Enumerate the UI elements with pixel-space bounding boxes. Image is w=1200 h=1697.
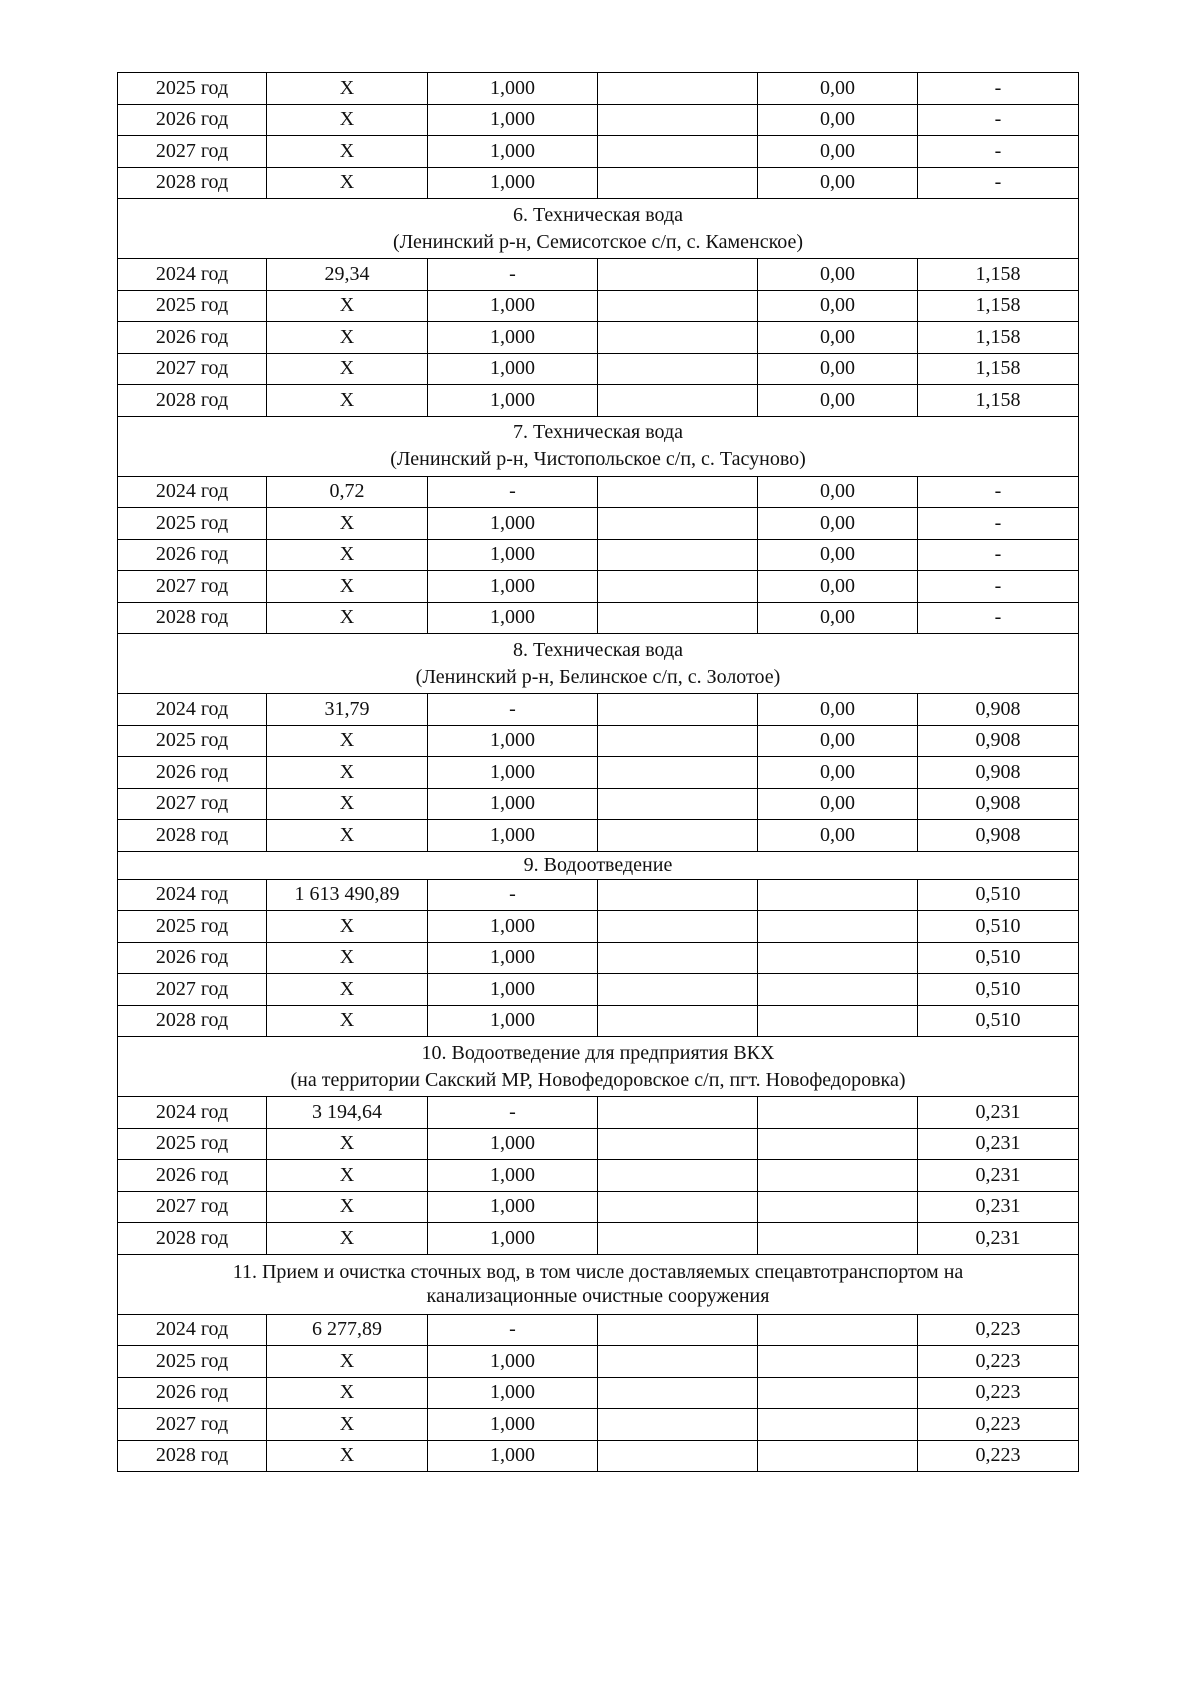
table-row: [118, 508, 1079, 540]
index-cell: 1,000: [428, 104, 598, 136]
empty-cell: [598, 571, 758, 603]
value-cell: 0,00: [758, 385, 918, 417]
empty-cell: [598, 1128, 758, 1160]
empty-cell: [598, 259, 758, 291]
index-cell: 1,000: [428, 942, 598, 974]
empty-cell: [598, 136, 758, 168]
section-title: [118, 199, 1079, 259]
section-title: [118, 851, 1079, 879]
empty-cell: [598, 757, 758, 789]
empty-cell: [598, 1191, 758, 1223]
base-value-cell: Х: [267, 539, 428, 571]
value-cell: [758, 1160, 918, 1192]
coefficient-cell: 0,510: [918, 911, 1079, 943]
coefficient-cell: 0,231: [918, 1160, 1079, 1192]
empty-cell: [598, 1005, 758, 1037]
year-cell: 2026 год: [118, 942, 267, 974]
index-cell: 1,000: [428, 602, 598, 634]
year-cell: 2026 год: [118, 1160, 267, 1192]
section-title: [118, 416, 1079, 476]
year-cell: 2028 год: [118, 1005, 267, 1037]
coefficient-cell: 1,158: [918, 259, 1079, 291]
section-header-row: [118, 634, 1079, 694]
table-row: [118, 322, 1079, 354]
index-cell: 1,000: [428, 911, 598, 943]
section-title-line: 10. Водоотведение для предприятия ВКХ: [421, 1041, 775, 1064]
value-cell: [758, 1223, 918, 1255]
tariff-table-body: [118, 73, 1079, 1472]
year-cell: 2027 год: [118, 571, 267, 603]
base-value-cell: Х: [267, 571, 428, 603]
table-row: [118, 1409, 1079, 1441]
index-cell: 1,000: [428, 757, 598, 789]
section-header-row: [118, 416, 1079, 476]
value-cell: [758, 1128, 918, 1160]
empty-cell: [598, 788, 758, 820]
coefficient-cell: 0,908: [918, 757, 1079, 789]
base-value-cell: Х: [267, 1128, 428, 1160]
table-row: [118, 1346, 1079, 1378]
table-row: [118, 820, 1079, 852]
table-row: [118, 788, 1079, 820]
base-value-cell: 29,34: [267, 259, 428, 291]
table-row: [118, 1097, 1079, 1129]
index-cell: 1,000: [428, 571, 598, 603]
section-title: [118, 1037, 1079, 1097]
value-cell: [758, 879, 918, 911]
empty-cell: [598, 1223, 758, 1255]
value-cell: [758, 974, 918, 1006]
empty-cell: [598, 1377, 758, 1409]
empty-cell: [598, 974, 758, 1006]
section-title-line: 7. Техническая вода: [512, 421, 684, 443]
index-cell: 1,000: [428, 73, 598, 105]
coefficient-cell: 0,223: [918, 1377, 1079, 1409]
coefficient-cell: -: [918, 602, 1079, 634]
table-row: [118, 1223, 1079, 1255]
year-cell: 2026 год: [118, 539, 267, 571]
index-cell: 1,000: [428, 385, 598, 417]
empty-cell: [598, 1097, 758, 1129]
value-cell: 0,00: [758, 476, 918, 508]
index-cell: 1,000: [428, 1005, 598, 1037]
value-cell: 0,00: [758, 353, 918, 385]
year-cell: 2025 год: [118, 73, 267, 105]
table-row: [118, 602, 1079, 634]
base-value-cell: Х: [267, 974, 428, 1006]
table-row: [118, 353, 1079, 385]
index-cell: 1,000: [428, 1128, 598, 1160]
index-cell: 1,000: [428, 1346, 598, 1378]
index-cell: 1,000: [428, 1409, 598, 1441]
index-cell: 1,000: [428, 820, 598, 852]
coefficient-cell: 0,223: [918, 1314, 1079, 1346]
table-row: [118, 167, 1079, 199]
section-title-line: (Ленинский р-н, Семисотское с/п, с. Каменское): [392, 230, 804, 253]
table-row: [118, 1440, 1079, 1472]
index-cell: 1,000: [428, 725, 598, 757]
coefficient-cell: -: [918, 508, 1079, 540]
table-row: [118, 476, 1079, 508]
year-cell: 2026 год: [118, 1377, 267, 1409]
value-cell: [758, 911, 918, 943]
base-value-cell: Х: [267, 136, 428, 168]
base-value-cell: Х: [267, 725, 428, 757]
section-title-line: канализационные очистные сооружения: [426, 1285, 770, 1307]
section-title-line: 6. Техническая вода: [512, 203, 684, 226]
base-value-cell: Х: [267, 1191, 428, 1223]
empty-cell: [598, 1160, 758, 1192]
value-cell: [758, 942, 918, 974]
value-cell: [758, 1314, 918, 1346]
section-header-row: [118, 199, 1079, 259]
base-value-cell: 0,72: [267, 476, 428, 508]
index-cell: 1,000: [428, 539, 598, 571]
coefficient-cell: 0,908: [918, 788, 1079, 820]
year-cell: 2028 год: [118, 385, 267, 417]
base-value-cell: 6 277,89: [267, 1314, 428, 1346]
section-title-line: 9. Водоотведение: [523, 854, 673, 876]
coefficient-cell: 0,231: [918, 1097, 1079, 1129]
index-cell: 1,000: [428, 1440, 598, 1472]
index-cell: 1,000: [428, 290, 598, 322]
year-cell: 2028 год: [118, 602, 267, 634]
value-cell: 0,00: [758, 136, 918, 168]
base-value-cell: 1 613 490,89: [267, 879, 428, 911]
table-row: [118, 1377, 1079, 1409]
value-cell: 0,00: [758, 104, 918, 136]
year-cell: 2025 год: [118, 290, 267, 322]
value-cell: [758, 1440, 918, 1472]
index-cell: -: [428, 1097, 598, 1129]
year-cell: 2026 год: [118, 322, 267, 354]
table-row: [118, 757, 1079, 789]
table-row: [118, 1128, 1079, 1160]
base-value-cell: Х: [267, 322, 428, 354]
table-row: [118, 879, 1079, 911]
table-row: [118, 259, 1079, 291]
year-cell: 2025 год: [118, 911, 267, 943]
table-row: [118, 942, 1079, 974]
empty-cell: [598, 167, 758, 199]
coefficient-cell: 0,231: [918, 1191, 1079, 1223]
value-cell: 0,00: [758, 322, 918, 354]
section-title-line: (Ленинский р-н, Белинское с/п, с. Золотое): [415, 665, 781, 688]
value-cell: 0,00: [758, 508, 918, 540]
value-cell: 0,00: [758, 725, 918, 757]
coefficient-cell: -: [918, 539, 1079, 571]
table-row: [118, 1314, 1079, 1346]
base-value-cell: Х: [267, 602, 428, 634]
coefficient-cell: -: [918, 136, 1079, 168]
value-cell: 0,00: [758, 290, 918, 322]
table-row: [118, 1005, 1079, 1037]
table-row: [118, 104, 1079, 136]
value-cell: 0,00: [758, 788, 918, 820]
value-cell: 0,00: [758, 694, 918, 726]
section-title: [118, 634, 1079, 694]
coefficient-cell: -: [918, 476, 1079, 508]
coefficient-cell: 0,231: [918, 1223, 1079, 1255]
coefficient-cell: -: [918, 104, 1079, 136]
value-cell: [758, 1409, 918, 1441]
base-value-cell: Х: [267, 820, 428, 852]
empty-cell: [598, 104, 758, 136]
year-cell: 2028 год: [118, 1223, 267, 1255]
coefficient-cell: 0,231: [918, 1128, 1079, 1160]
year-cell: 2026 год: [118, 757, 267, 789]
empty-cell: [598, 1346, 758, 1378]
base-value-cell: Х: [267, 1160, 428, 1192]
base-value-cell: Х: [267, 1377, 428, 1409]
table-row: [118, 694, 1079, 726]
index-cell: 1,000: [428, 322, 598, 354]
index-cell: -: [428, 476, 598, 508]
value-cell: [758, 1097, 918, 1129]
base-value-cell: Х: [267, 942, 428, 974]
base-value-cell: 3 194,64: [267, 1097, 428, 1129]
empty-cell: [598, 820, 758, 852]
coefficient-cell: -: [918, 73, 1079, 105]
table-row: [118, 290, 1079, 322]
base-value-cell: Х: [267, 911, 428, 943]
base-value-cell: Х: [267, 290, 428, 322]
value-cell: [758, 1005, 918, 1037]
tariff-table: [117, 72, 1079, 1472]
year-cell: 2028 год: [118, 820, 267, 852]
value-cell: 0,00: [758, 167, 918, 199]
year-cell: 2027 год: [118, 136, 267, 168]
year-cell: 2025 год: [118, 508, 267, 540]
table-row: [118, 1191, 1079, 1223]
base-value-cell: Х: [267, 1409, 428, 1441]
empty-cell: [598, 539, 758, 571]
year-cell: 2024 год: [118, 259, 267, 291]
base-value-cell: Х: [267, 1005, 428, 1037]
empty-cell: [598, 1409, 758, 1441]
coefficient-cell: 0,223: [918, 1409, 1079, 1441]
table-row: [118, 571, 1079, 603]
index-cell: 1,000: [428, 1160, 598, 1192]
section-header-row: [118, 851, 1079, 879]
year-cell: 2028 год: [118, 1440, 267, 1472]
table-row: [118, 725, 1079, 757]
base-value-cell: Х: [267, 1223, 428, 1255]
section-header-row: [118, 1254, 1079, 1314]
value-cell: 0,00: [758, 602, 918, 634]
index-cell: -: [428, 259, 598, 291]
coefficient-cell: 1,158: [918, 385, 1079, 417]
year-cell: 2027 год: [118, 353, 267, 385]
value-cell: 0,00: [758, 820, 918, 852]
value-cell: 0,00: [758, 571, 918, 603]
index-cell: -: [428, 1314, 598, 1346]
index-cell: -: [428, 879, 598, 911]
base-value-cell: Х: [267, 385, 428, 417]
empty-cell: [598, 73, 758, 105]
section-title-line: (на территории Сакский МР, Новофедоровское с/п, пгт. Новофедоровка): [290, 1068, 906, 1091]
year-cell: 2024 год: [118, 879, 267, 911]
section-title-line: 8. Техническая вода: [512, 638, 684, 661]
coefficient-cell: 0,510: [918, 974, 1079, 1006]
section-title: [118, 1254, 1079, 1314]
index-cell: 1,000: [428, 1223, 598, 1255]
empty-cell: [598, 911, 758, 943]
base-value-cell: Х: [267, 757, 428, 789]
value-cell: 0,00: [758, 539, 918, 571]
coefficient-cell: 0,908: [918, 820, 1079, 852]
empty-cell: [598, 322, 758, 354]
table-row: [118, 974, 1079, 1006]
empty-cell: [598, 508, 758, 540]
coefficient-cell: 0,908: [918, 725, 1079, 757]
empty-cell: [598, 476, 758, 508]
empty-cell: [598, 602, 758, 634]
base-value-cell: Х: [267, 1346, 428, 1378]
table-row: [118, 385, 1079, 417]
index-cell: 1,000: [428, 508, 598, 540]
base-value-cell: Х: [267, 167, 428, 199]
section-title-line: 11. Прием и очистка сточных вод, в том числе доставляемых спецавтотранспортом на: [232, 1261, 964, 1283]
value-cell: [758, 1346, 918, 1378]
year-cell: 2024 год: [118, 1097, 267, 1129]
base-value-cell: Х: [267, 73, 428, 105]
table-row: [118, 911, 1079, 943]
empty-cell: [598, 385, 758, 417]
table-row: [118, 136, 1079, 168]
base-value-cell: Х: [267, 788, 428, 820]
section-title-line: (Ленинский р-н, Чистопольское с/п, с. Тасуново): [390, 448, 806, 470]
coefficient-cell: 1,158: [918, 353, 1079, 385]
value-cell: 0,00: [758, 757, 918, 789]
coefficient-cell: 0,908: [918, 694, 1079, 726]
year-cell: 2027 год: [118, 974, 267, 1006]
table-row: [118, 1160, 1079, 1192]
index-cell: 1,000: [428, 136, 598, 168]
year-cell: 2024 год: [118, 694, 267, 726]
year-cell: 2025 год: [118, 1346, 267, 1378]
index-cell: -: [428, 694, 598, 726]
coefficient-cell: 0,510: [918, 879, 1079, 911]
coefficient-cell: 1,158: [918, 322, 1079, 354]
coefficient-cell: 0,223: [918, 1346, 1079, 1378]
coefficient-cell: 0,510: [918, 1005, 1079, 1037]
empty-cell: [598, 879, 758, 911]
index-cell: 1,000: [428, 1377, 598, 1409]
year-cell: 2026 год: [118, 104, 267, 136]
base-value-cell: Х: [267, 508, 428, 540]
index-cell: 1,000: [428, 167, 598, 199]
year-cell: 2027 год: [118, 1409, 267, 1441]
table-row: [118, 73, 1079, 105]
empty-cell: [598, 1314, 758, 1346]
year-cell: 2025 год: [118, 1128, 267, 1160]
section-header-row: [118, 1037, 1079, 1097]
base-value-cell: Х: [267, 353, 428, 385]
value-cell: [758, 1191, 918, 1223]
empty-cell: [598, 290, 758, 322]
index-cell: 1,000: [428, 1191, 598, 1223]
year-cell: 2024 год: [118, 476, 267, 508]
value-cell: 0,00: [758, 73, 918, 105]
coefficient-cell: 0,510: [918, 942, 1079, 974]
coefficient-cell: -: [918, 167, 1079, 199]
value-cell: [758, 1377, 918, 1409]
index-cell: 1,000: [428, 353, 598, 385]
coefficient-cell: -: [918, 571, 1079, 603]
empty-cell: [598, 725, 758, 757]
year-cell: 2027 год: [118, 1191, 267, 1223]
year-cell: 2027 год: [118, 788, 267, 820]
coefficient-cell: 0,223: [918, 1440, 1079, 1472]
table-row: [118, 539, 1079, 571]
base-value-cell: 31,79: [267, 694, 428, 726]
value-cell: 0,00: [758, 259, 918, 291]
empty-cell: [598, 942, 758, 974]
year-cell: 2024 год: [118, 1314, 267, 1346]
coefficient-cell: 1,158: [918, 290, 1079, 322]
year-cell: 2025 год: [118, 725, 267, 757]
index-cell: 1,000: [428, 974, 598, 1006]
index-cell: 1,000: [428, 788, 598, 820]
base-value-cell: Х: [267, 1440, 428, 1472]
year-cell: 2028 год: [118, 167, 267, 199]
empty-cell: [598, 1440, 758, 1472]
empty-cell: [598, 694, 758, 726]
base-value-cell: Х: [267, 104, 428, 136]
empty-cell: [598, 353, 758, 385]
